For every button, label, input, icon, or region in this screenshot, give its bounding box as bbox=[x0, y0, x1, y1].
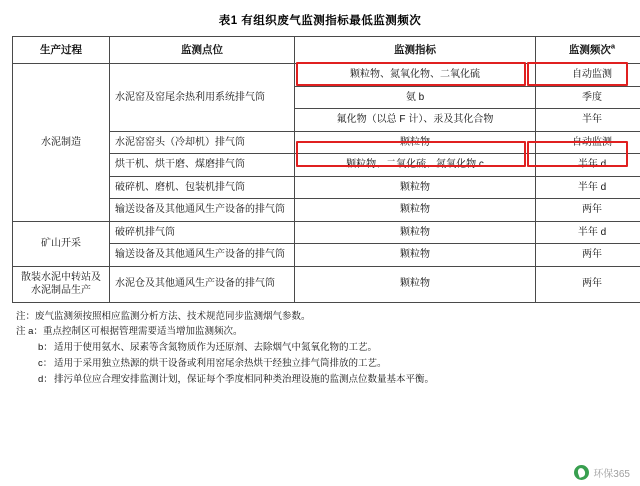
cell-frequency: 两年 bbox=[536, 199, 640, 222]
column-header-frequency bbox=[536, 37, 640, 64]
note-mark: b： bbox=[38, 342, 53, 354]
column-header-process: 生产过程 bbox=[13, 37, 110, 64]
cell-frequency: 自动监测 bbox=[536, 131, 640, 154]
cell-frequency: 季度 bbox=[536, 86, 640, 109]
note-mark: 注： bbox=[16, 310, 36, 322]
cell-frequency: 半年 d bbox=[536, 176, 640, 199]
cell-index: 颗粒物 bbox=[295, 266, 536, 302]
table-header bbox=[13, 37, 640, 64]
table-row bbox=[13, 221, 640, 244]
cell-index: 颗粒物 bbox=[295, 244, 536, 267]
table-header-row bbox=[13, 37, 640, 64]
cell-index: 颗粒物 bbox=[295, 221, 536, 244]
cell-process: 水泥制造 bbox=[13, 64, 110, 222]
cell-point: 破碎机排气筒 bbox=[110, 221, 295, 244]
cell-frequency: 两年 bbox=[536, 244, 640, 267]
cell-frequency: 自动监测 bbox=[536, 64, 640, 87]
cell-frequency: 半年 d bbox=[536, 221, 640, 244]
leaf-circle-icon bbox=[574, 465, 589, 480]
cell-index: 氟化物（以总 F 计）、汞及其化合物 bbox=[295, 109, 536, 132]
note-mark: 注 a： bbox=[16, 326, 43, 338]
column-header-point: 监测点位 bbox=[110, 37, 295, 64]
note-text: 排污单位应合理安排监测计划，保证每个季度相同种类治理设施的监测点位数量基本平衡。 bbox=[54, 373, 435, 385]
note-text: 重点控制区可根据管理需要适当增加监测频次。 bbox=[42, 326, 243, 338]
column-header-index: 监测指标 bbox=[295, 37, 536, 64]
column-header-frequency-superscript: a bbox=[610, 41, 616, 51]
table-notes bbox=[16, 310, 624, 388]
cell-frequency: 半年 bbox=[536, 109, 640, 132]
note-line bbox=[16, 310, 624, 325]
note-mark: d： bbox=[38, 373, 53, 385]
note-text: 废气监测须按照相应监测分析方法、技术规范同步监测烟气参数。 bbox=[35, 310, 311, 322]
note-line bbox=[16, 325, 624, 340]
note-line bbox=[16, 341, 624, 356]
cell-point: 水泥仓及其他通风生产设备的排气筒 bbox=[110, 266, 295, 302]
note-line bbox=[16, 373, 624, 388]
cell-index: 颗粒物、二氧化硫、氮氧化物 c bbox=[295, 154, 536, 177]
column-header-frequency-label: 监测频次 bbox=[568, 44, 611, 56]
cell-process: 散装水泥中转站及水泥制品生产 bbox=[13, 266, 110, 302]
table-body bbox=[13, 64, 640, 303]
cell-index: 颗粒物、氮氧化物、二氧化硫 bbox=[295, 64, 536, 87]
note-mark: c： bbox=[38, 357, 53, 369]
cell-index: 颗粒物 bbox=[295, 131, 536, 154]
cell-point: 水泥窑窑头（冷却机）排气筒 bbox=[110, 131, 295, 154]
watermark-account-name: 环保365 bbox=[593, 469, 630, 480]
cell-frequency: 半年 d bbox=[536, 154, 640, 177]
cell-point: 输送设备及其他通风生产设备的排气筒 bbox=[110, 199, 295, 222]
cell-frequency: 两年 bbox=[536, 266, 640, 302]
cell-point: 输送设备及其他通风生产设备的排气筒 bbox=[110, 244, 295, 267]
note-text: 适用于使用氨水、尿素等含氮物质作为还原剂、去除烟气中氮氧化物的工艺。 bbox=[54, 342, 378, 354]
cell-point: 水泥窑及窑尾余热利用系统排气筒 bbox=[110, 64, 295, 132]
table-title: 表1 有组织废气监测指标最低监测频次 bbox=[218, 15, 422, 27]
cell-point: 烘干机、烘干磨、煤磨排气筒 bbox=[110, 154, 295, 177]
watermark-badge bbox=[574, 465, 630, 480]
monitoring-frequency-table bbox=[12, 36, 640, 303]
note-text: 适用于采用独立热源的烘干设备或利用窑尾余热烘干经独立排气筒排放的工艺。 bbox=[54, 357, 387, 369]
cell-process: 矿山开采 bbox=[13, 221, 110, 266]
cell-point: 破碎机、磨机、包装机排气筒 bbox=[110, 176, 295, 199]
cell-index: 颗粒物 bbox=[295, 199, 536, 222]
cell-index: 颗粒物 bbox=[295, 176, 536, 199]
table-row bbox=[13, 266, 640, 302]
cell-index: 氨 b bbox=[295, 86, 536, 109]
note-line bbox=[16, 357, 624, 372]
table-row bbox=[13, 64, 640, 87]
